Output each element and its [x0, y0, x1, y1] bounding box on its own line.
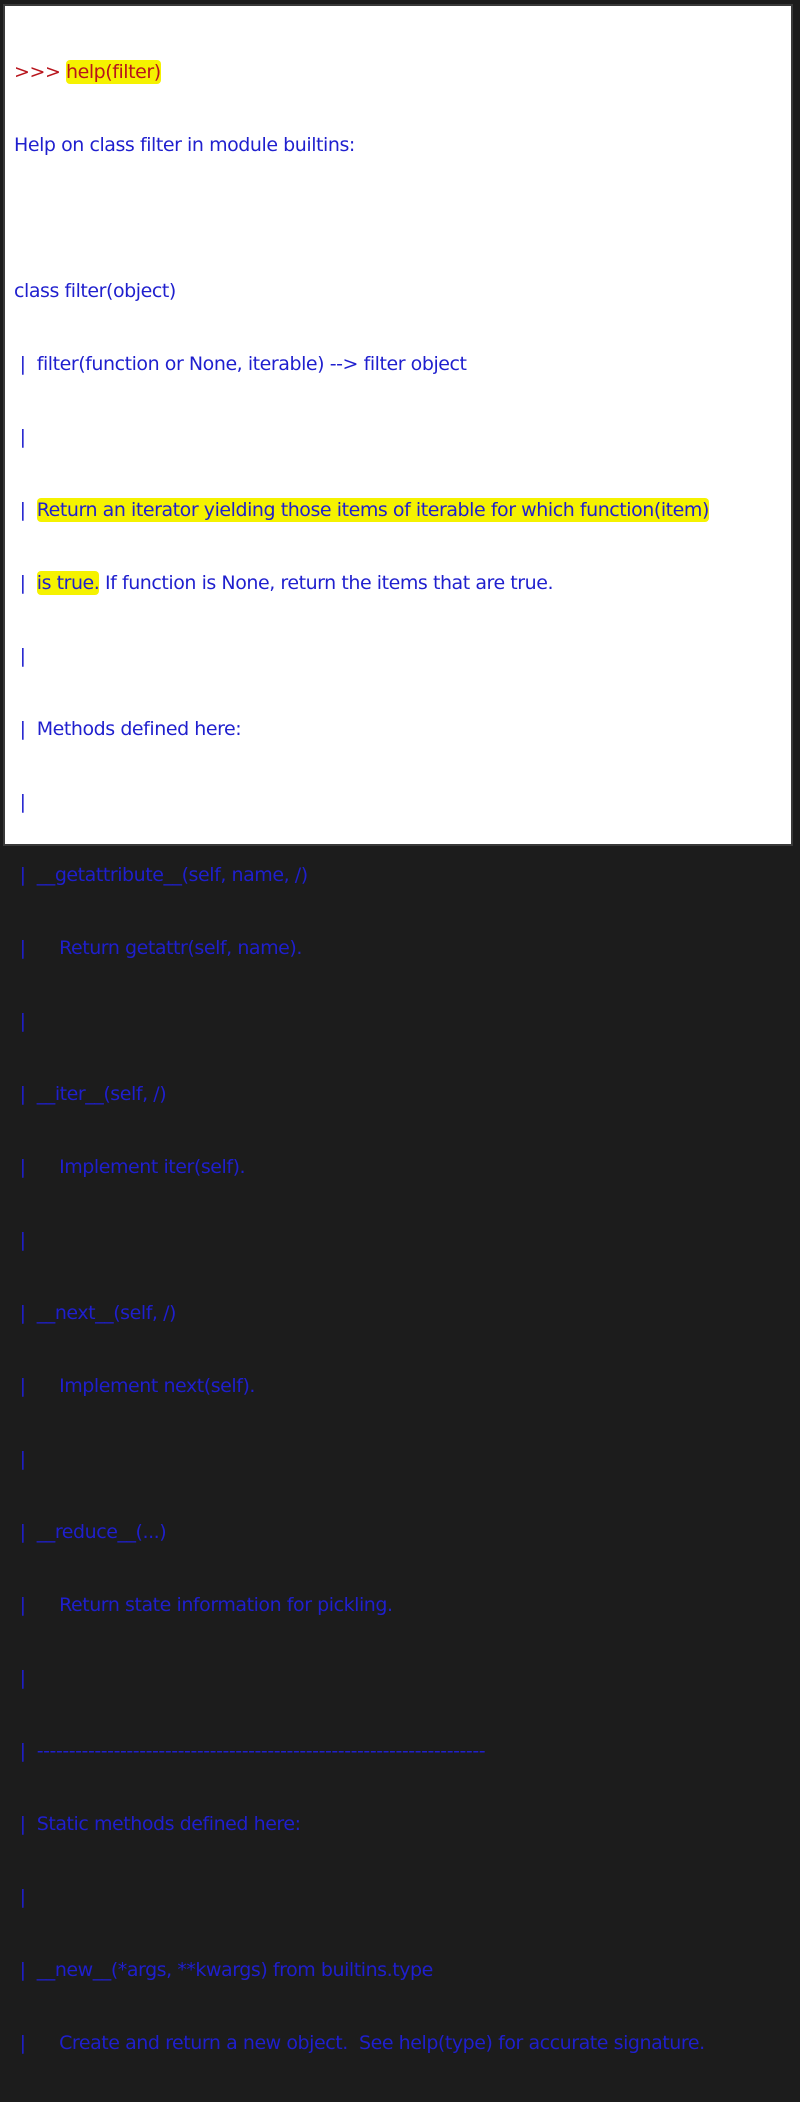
- prompt-line: [14, 58, 787, 87]
- output-line: |: [14, 1448, 26, 1470]
- method-signature: | __new__(*args, **kwargs) from builtins.type: [14, 1959, 433, 1981]
- section-heading: | Static methods defined here:: [14, 1813, 301, 1835]
- method-description: | Return getattr(self, name).: [14, 937, 302, 959]
- method-description: | Return state information for pickling.: [14, 1594, 393, 1616]
- method-signature: | __getattribute__(self, name, /): [14, 864, 308, 886]
- output-line: class filter(object): [14, 280, 176, 302]
- separator-line: | ----------------------------------------------------------------------: [14, 1740, 486, 1762]
- docstring-line-2: [14, 569, 787, 598]
- highlighted-docstring: is true.: [36, 572, 100, 594]
- prompt-symbol: >>>: [14, 61, 66, 83]
- output-line: [14, 204, 787, 233]
- output-line: | filter(function or None, iterable) --> filter object: [14, 353, 467, 375]
- output-line: |: [14, 426, 26, 448]
- method-signature: | __reduce__(...): [14, 1521, 167, 1543]
- output-line: |: [14, 645, 26, 667]
- margin-bar: |: [14, 499, 37, 521]
- output-line: |: [14, 1229, 26, 1251]
- docstring-rest: If function is None, return the items that are true.: [99, 572, 554, 594]
- section-heading: | Methods defined here:: [14, 718, 242, 740]
- console-window: [3, 4, 793, 2054]
- docstring-line-1: [14, 496, 787, 525]
- output-line: |: [14, 1010, 26, 1032]
- margin-bar: |: [14, 572, 37, 594]
- method-description: | Implement iter(self).: [14, 1156, 246, 1178]
- method-description: | Implement next(self).: [14, 1375, 256, 1397]
- method-description: | Create and return a new object. See help(type) for accurate signature.: [14, 2032, 705, 2054]
- highlighted-docstring: Return an iterator yielding those items of iterable for which function(item): [36, 499, 709, 521]
- output-line: |: [14, 1667, 26, 1689]
- method-signature: | __iter__(self, /): [14, 1083, 167, 1105]
- output-line: |: [14, 791, 26, 813]
- output-line: Help on class filter in module builtins:: [14, 134, 355, 156]
- help-command: help(filter): [66, 61, 161, 83]
- method-signature: | __next__(self, /): [14, 1302, 177, 1324]
- output-line: |: [14, 1886, 26, 1908]
- help-output: [14, 14, 787, 2102]
